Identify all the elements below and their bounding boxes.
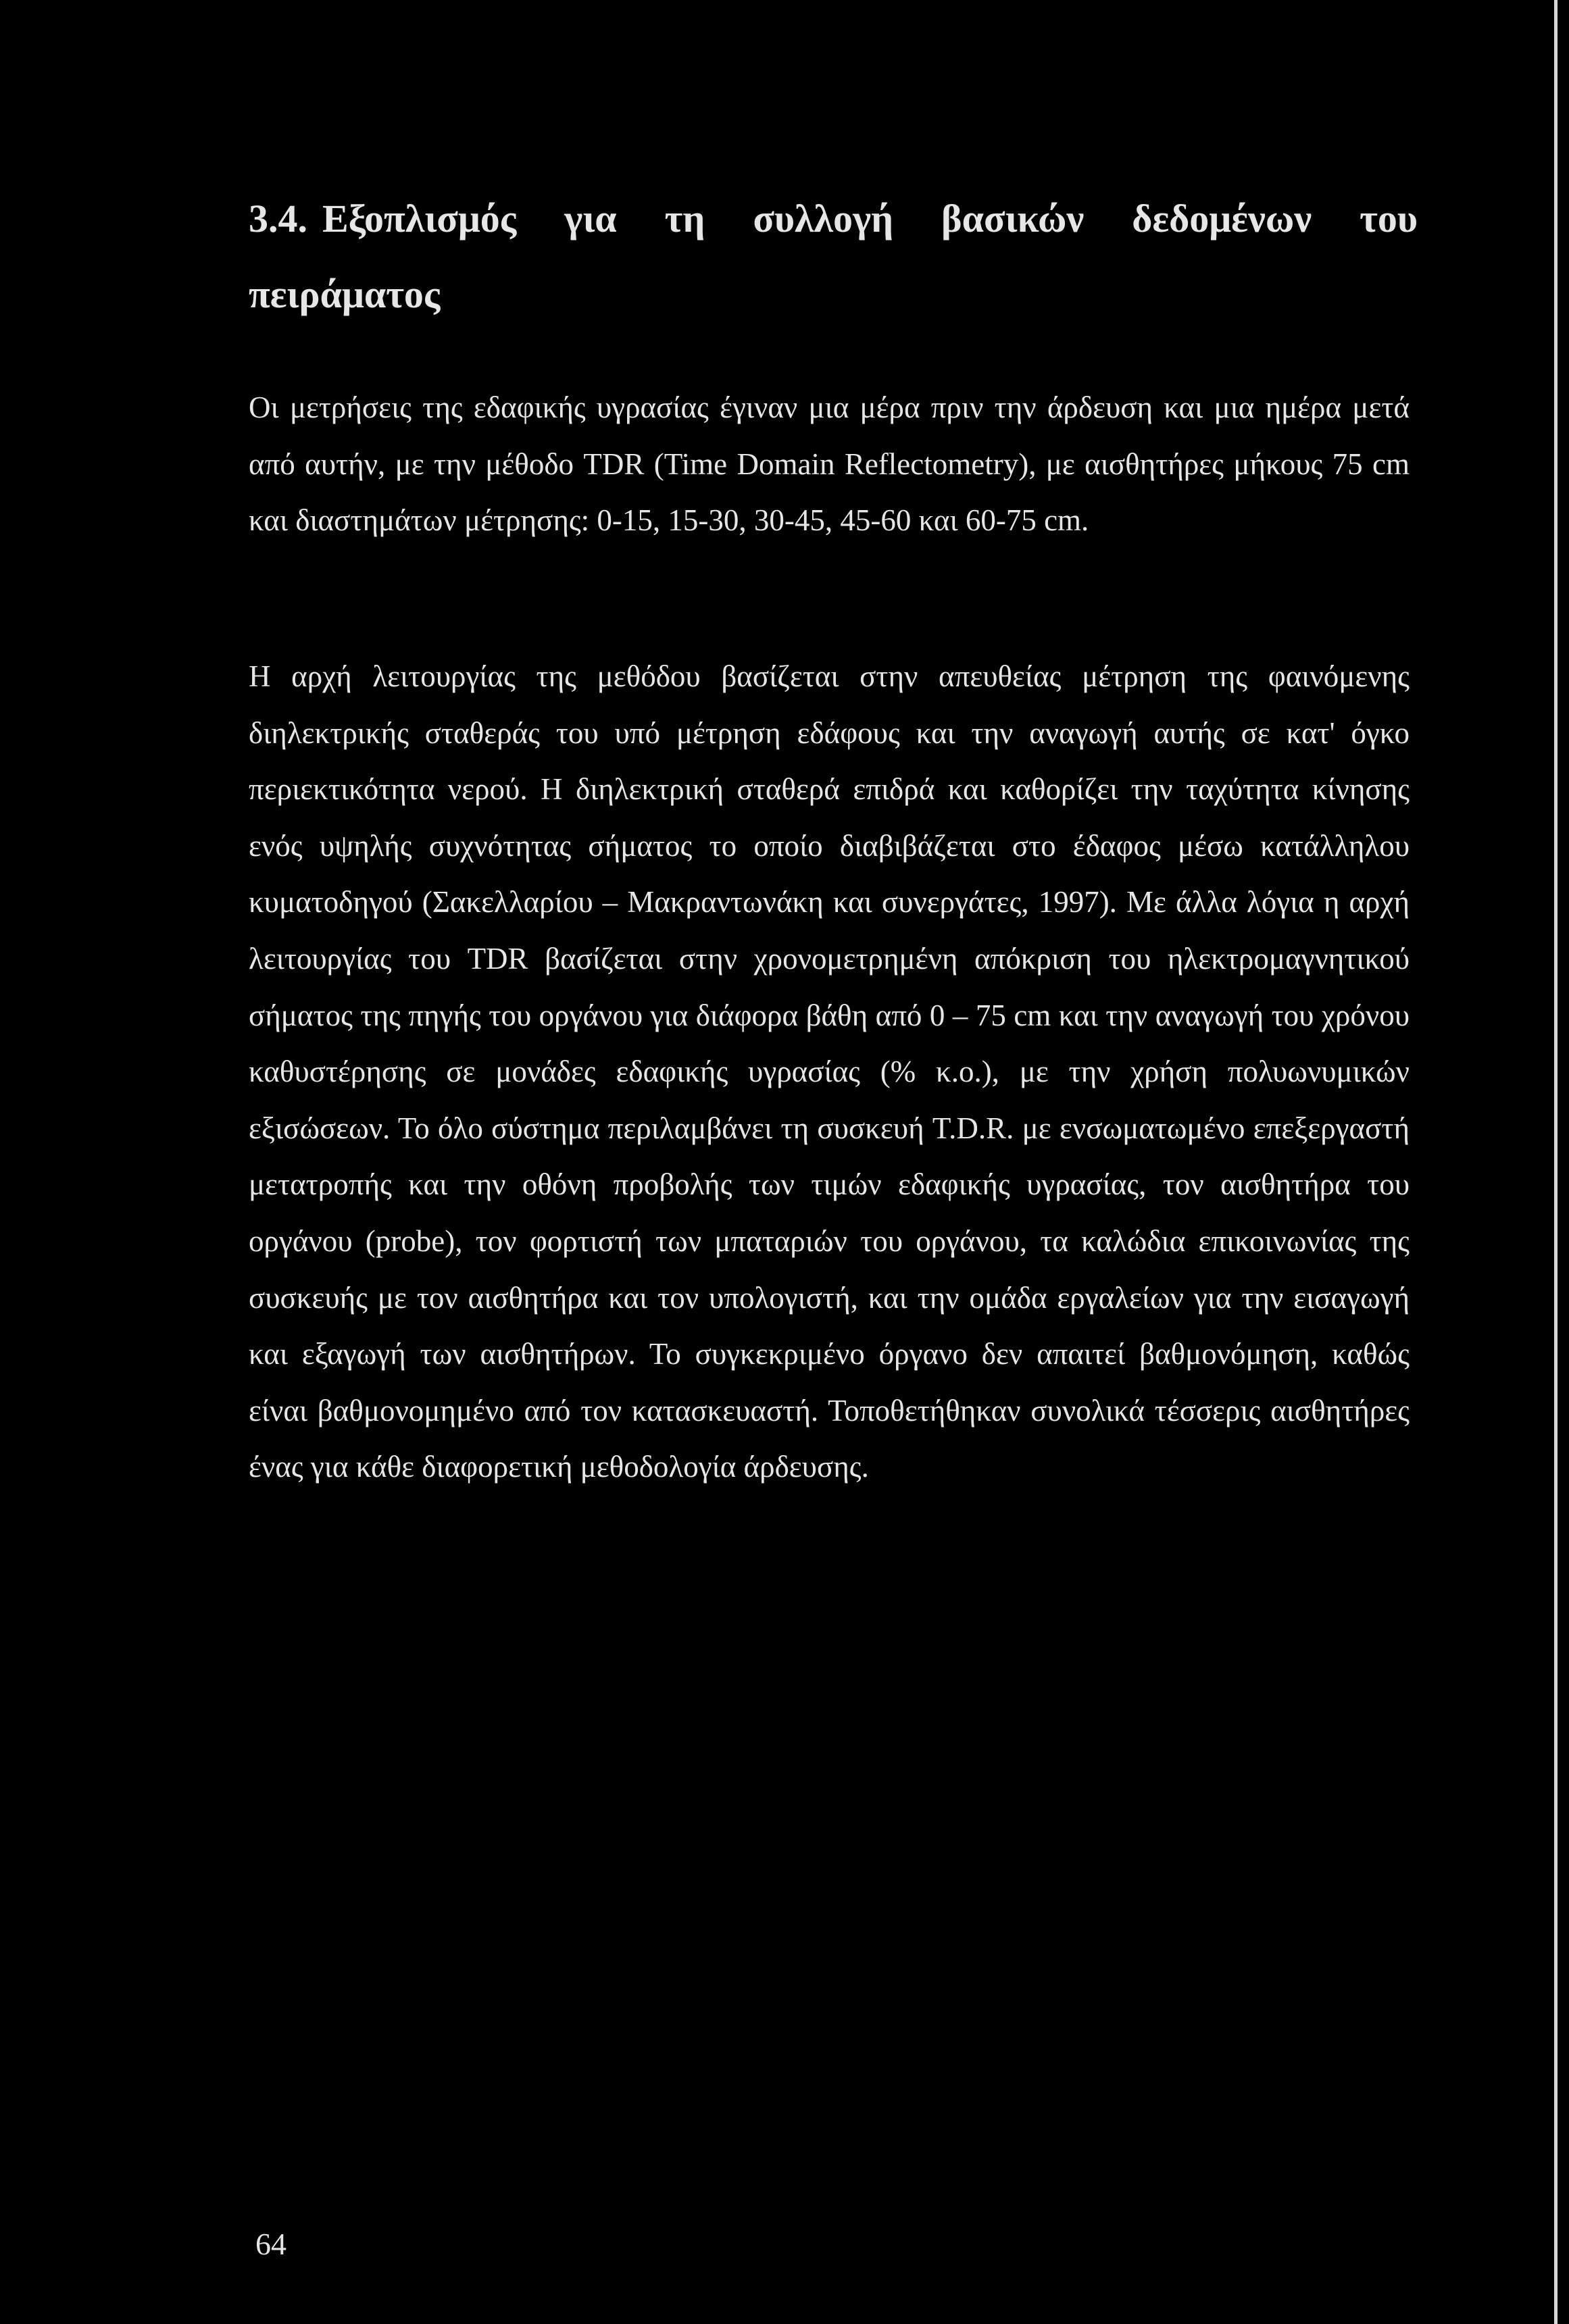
page-edge-rule [1554, 0, 1558, 2324]
section-number: 3.4. [249, 197, 307, 241]
section-title: Εξοπλισμός για τη συλλογή βασικών δεδομένων του πειράματος [249, 197, 1418, 316]
page-number: 64 [255, 2227, 287, 2261]
paragraph-measurements: Οι μετρήσεις της εδαφικής υγρασίας έγιναν μια μέρα πριν την άρδευση και μια ημέρα μετά από αυτήν, με την μέθοδο TDR (Time Domain Reflectometry), με αισθητήρες μήκους 75 cm και διαστημάτων μέτρησης: 0-15, 15-30, 30-45, 45-60 και 60-75 cm. [249, 390, 1410, 538]
section-heading [249, 181, 1418, 332]
paragraph-tdr-principle: Η αρχή λειτουργίας της μεθόδου βασίζεται στην απευθείας μέτρηση της φαινόμενης διηλεκτρικής σταθεράς του υπό μέτρηση εδάφους και την αναγωγή αυτής σε κατ' όγκο περιεκτικότητα νερού. Η διηλεκτρική σταθερά επιδρά και καθορίζει την ταχύτητα κίνησης ενός υψηλής συχνότητας σήματος το οποίο διαβιβάζεται στο έδαφος μέσω κατάλληλου κυματοδηγού (Σακελλαρίου – Μακραντωνάκη και συνεργάτες, 1997). Με άλλα λόγια η αρχή λειτουργίας του TDR βασίζεται στην χρονομετρημένη απόκριση του ηλεκτρομαγνητικού σήματος της πηγής του οργάνου για διάφορα βάθη από 0 – 75 cm και την αναγωγή του χρόνου καθυστέρησης σε μονάδες εδαφικής υγρασίας (% κ.ο.), με την χρήση πολυωνυμικών εξισώσεων. Το όλο σύστημα περιλαμβάνει τη συσκευή T.D.R. με ενσωματωμένο επεξεργαστή μετατροπής και την οθόνη προβολής των τιμών εδαφικής υγρασίας, τον αισθητήρα του οργάνου (probe), τον φορτιστή των μπαταριών του οργάνου, τα καλώδια επικοινωνίας της συσκευής με τον αισθητήρα και τον υπολογιστή, και την ομάδα εργαλείων για την εισαγωγή και εξαγωγή των αισθητήρων. Το συγκεκριμένο όργανο δεν απαιτεί βαθμονόμηση, καθώς είναι βαθμονομημένο από τον κατασκευαστή. Τοποθετήθηκαν συνολικά τέσσερις αισθητήρες ένας για κάθε διαφορετική μεθοδολογία άρδευσης. [249, 659, 1410, 1484]
